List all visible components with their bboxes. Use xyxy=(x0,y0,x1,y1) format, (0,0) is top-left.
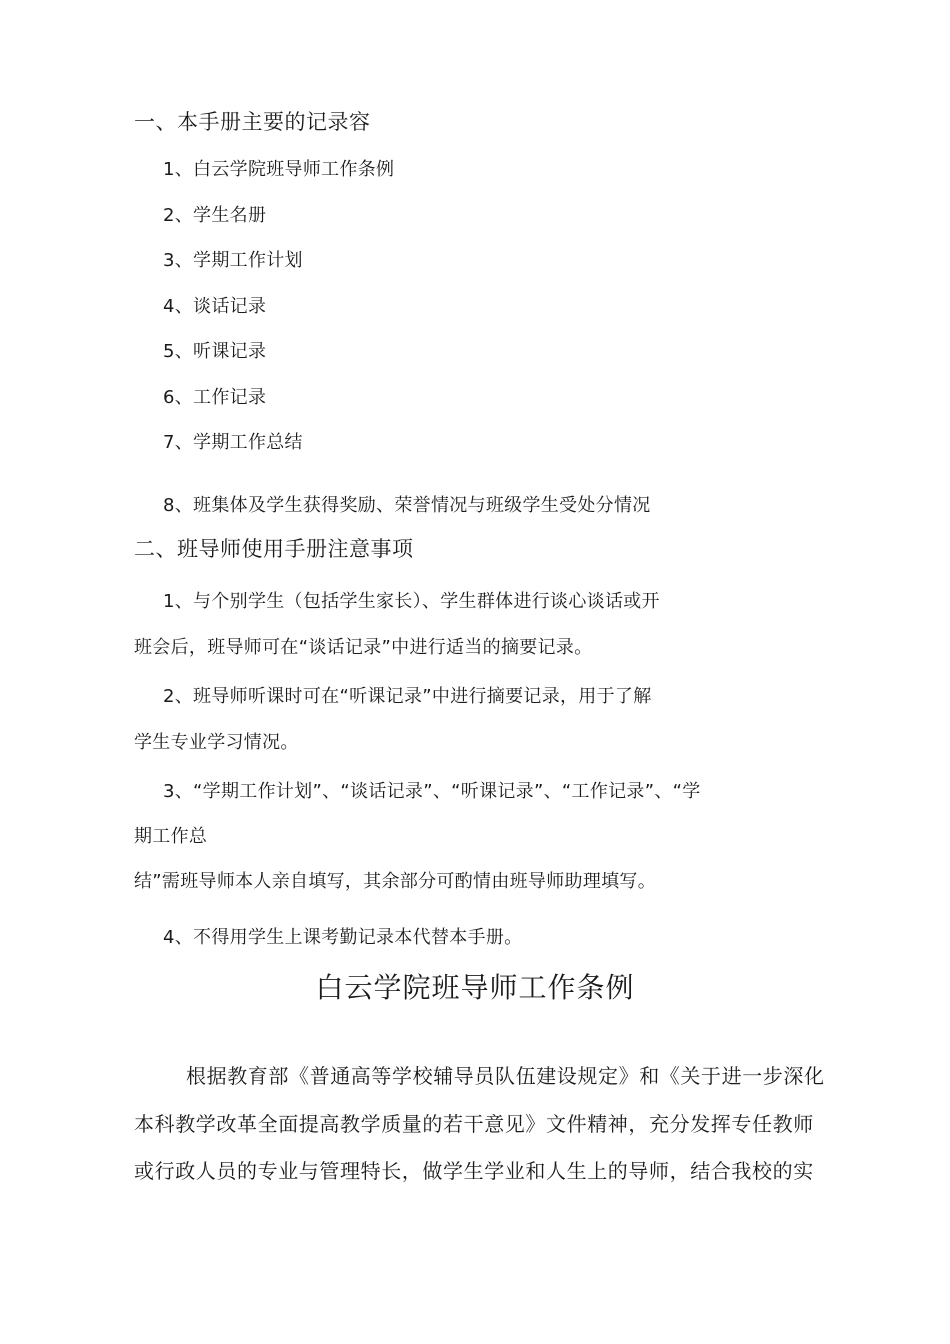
list-item: 6、工作记录 xyxy=(163,387,267,408)
note-line: 结”需班导师本人亲自填写，其余部分可酌情由班导师助理填写。 xyxy=(134,871,657,892)
paragraph-line: 根据教育部《普通高等学校辅导员队伍建设规定》和《关于进一步深化 xyxy=(186,1064,825,1088)
list-item: 5、听课记录 xyxy=(163,341,267,362)
note-line: 班会后，班导师可在“谈话记录”中进行适当的摘要记录。 xyxy=(134,637,593,658)
note-line: 2、班导师听课时可在“听课记录”中进行摘要记录，用于了解 xyxy=(163,686,652,707)
section2-heading: 二、班导师使用手册注意事项 xyxy=(134,537,414,561)
paragraph-line: 或行政人员的专业与管理特长，做学生学业和人生上的导师，结合我校的实 xyxy=(134,1159,814,1183)
list-item: 2、学生名册 xyxy=(163,205,267,226)
list-item: 7、学期工作总结 xyxy=(163,432,303,453)
note-line: 学生专业学习情况。 xyxy=(134,732,299,753)
section1-heading: 一、本手册主要的记录容 xyxy=(134,110,371,134)
note-line: 期工作总 xyxy=(134,826,208,847)
list-item: 4、谈话记录 xyxy=(163,296,267,317)
list-item: 3、学期工作计划 xyxy=(163,250,303,271)
paragraph-line: 本科教学改革全面提高教学质量的若干意见》文件精神，充分发挥专任教师 xyxy=(134,1112,814,1136)
note-line: 4、不得用学生上课考勤记录本代替本手册。 xyxy=(163,927,523,948)
note-line: 3、“学期工作计划”、“谈话记录”、“听课记录”、“工作记录”、“学 xyxy=(163,781,701,802)
list-item: 8、班集体及学生获得奖励、荣誉情况与班级学生受处分情况 xyxy=(163,495,651,516)
note-line: 1、与个别学生（包括学生家长）、学生群体进行谈心谈话或开 xyxy=(163,591,660,612)
page-title: 白云学院班导师工作条例 xyxy=(315,971,635,1004)
list-item: 1、白云学院班导师工作条例 xyxy=(163,159,395,180)
